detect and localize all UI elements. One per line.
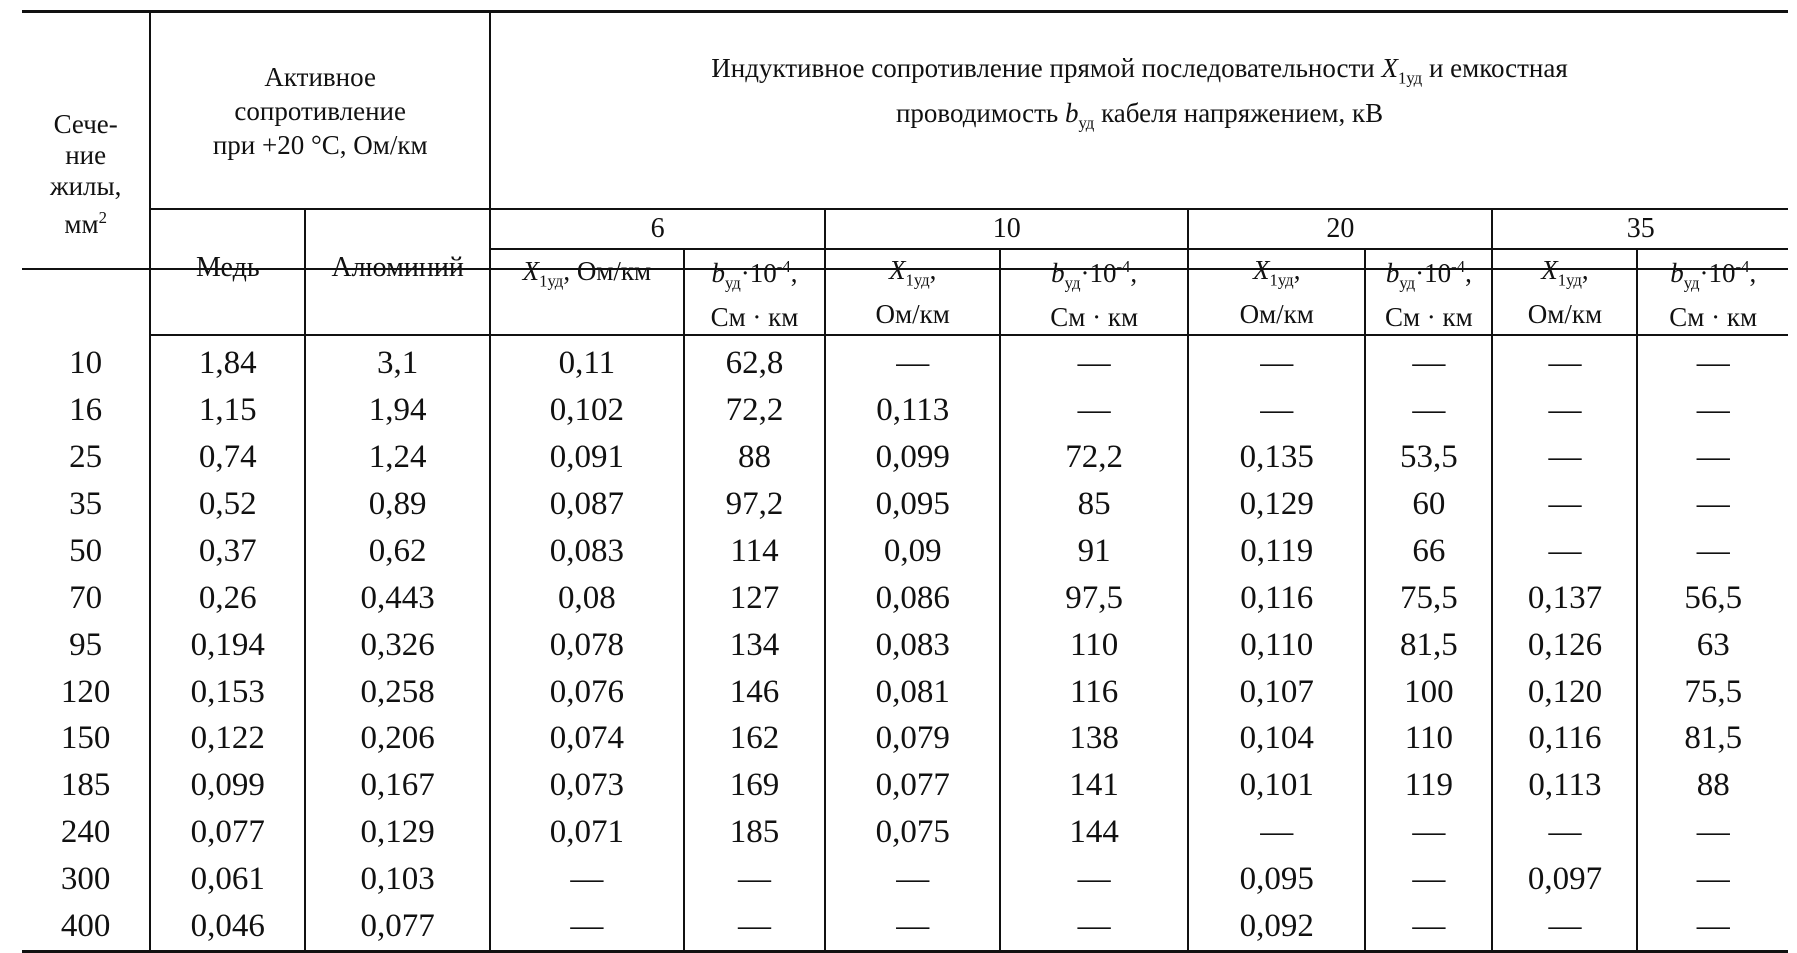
cell-b-20: 75,5	[1365, 575, 1492, 622]
header-x-unit: , Ом/км	[563, 256, 652, 286]
header-b-sub: уд	[1683, 273, 1700, 293]
cell-copper: 1,15	[150, 387, 305, 434]
header-b-factor: ·10	[1080, 258, 1117, 288]
cell-b-10: 97,5	[1000, 575, 1188, 622]
cell-x-35: 0,126	[1492, 622, 1637, 669]
header-b-comma: ,	[1465, 258, 1472, 288]
cell-aluminum: 0,167	[305, 762, 490, 809]
cell-b-6: 146	[684, 669, 826, 716]
header-b-var: b	[1385, 258, 1400, 288]
cell-x-6: 0,073	[490, 762, 684, 809]
table-row	[22, 335, 1788, 387]
cell-b-35: —	[1637, 903, 1788, 951]
table-row	[22, 809, 1788, 856]
cell-section: 25	[69, 439, 103, 476]
cell-copper: 0,74	[150, 434, 305, 481]
header-b-sup: -4	[1735, 257, 1750, 276]
cell-aluminum: 0,129	[305, 809, 490, 856]
cell-aluminum: 0,258	[305, 669, 490, 716]
header-inductive-text: и емкостная	[1422, 53, 1568, 84]
header-section-size	[22, 12, 150, 336]
cell-x-35: 0,137	[1492, 575, 1637, 622]
cell-b-20: 110	[1365, 716, 1492, 763]
cell-b-10: —	[1000, 387, 1188, 434]
header-b-unit: См · км	[710, 302, 799, 333]
cell-b-6: 72,2	[684, 387, 826, 434]
cell-aluminum: 0,103	[305, 856, 490, 903]
cell-b-6: —	[684, 856, 826, 903]
cell-b-20: 100	[1365, 669, 1492, 716]
cell-x-6: 0,091	[490, 434, 684, 481]
header-b-var: b	[1051, 258, 1065, 288]
cell-section: 400	[22, 903, 150, 951]
cell-b-6: —	[684, 903, 826, 951]
cell-x-6: 0,087	[490, 481, 684, 528]
header-x-var: X	[1541, 255, 1558, 285]
cell-x-20: 0,129	[1188, 481, 1365, 528]
header-b-factor: ·10	[740, 258, 777, 288]
cell-copper: 0,26	[150, 575, 305, 622]
cell-copper: 0,122	[150, 716, 305, 763]
cell-b-20: —	[1365, 335, 1492, 387]
cell-b-35: —	[1637, 856, 1788, 903]
table-body	[22, 335, 1788, 951]
header-b-comma: ,	[1749, 258, 1757, 288]
cell-b-10: —	[1000, 856, 1188, 903]
cell-section: 10	[69, 344, 103, 381]
cell-x-6: 0,083	[490, 528, 684, 575]
header-bottom-rule	[22, 268, 1788, 270]
cell-x-20: 0,107	[1188, 669, 1365, 716]
header-b-sup: -4	[776, 257, 791, 276]
cell-x-10: —	[825, 903, 1000, 951]
table-row	[22, 481, 1788, 528]
cell-b-35: —	[1637, 481, 1788, 528]
cell-x-20: 0,116	[1188, 575, 1365, 622]
cell-b-35: 81,5	[1637, 716, 1788, 763]
cell-x-35: 0,116	[1492, 716, 1637, 763]
header-b-sub: уд	[1064, 273, 1081, 293]
header-x-var: X	[888, 255, 906, 285]
cell-x-35: 0,097	[1492, 856, 1637, 903]
header-x-sub: 1уд	[1557, 270, 1582, 290]
cell-b-10: 141	[1000, 762, 1188, 809]
header-active-line: при +20 °C, Ом/км	[212, 129, 428, 160]
cell-x-35: 0,120	[1492, 669, 1637, 716]
cell-section: 120	[60, 673, 111, 710]
header-b-sup: -4	[1116, 257, 1131, 276]
cell-b-35: —	[1637, 809, 1788, 856]
header-x-sub: 1уд	[539, 271, 564, 291]
cell-b-6: 169	[684, 762, 826, 809]
header-inductive-sub: 1уд	[1397, 68, 1423, 88]
header-inductive-text: Индуктивное сопротивление прямой последовательности	[711, 53, 1382, 84]
cell-b-20: —	[1365, 387, 1492, 434]
cell-b-20: 53,5	[1365, 434, 1492, 481]
cell-x-35: —	[1492, 434, 1637, 481]
cell-x-6: 0,11	[490, 335, 684, 387]
header-voltage-10: 10	[825, 209, 1188, 249]
header-inductive-text: кабеля напряжением, кВ	[1094, 97, 1384, 128]
cable-parameters-table	[22, 10, 1788, 953]
header-x-comma: ,	[1581, 255, 1589, 285]
header-x-unit: Ом/км	[875, 299, 950, 330]
header-b-sup: -4	[1451, 257, 1466, 276]
header-b-10	[1000, 249, 1188, 335]
cell-x-10: 0,113	[825, 387, 1000, 434]
table-row	[22, 856, 1788, 903]
header-x-unit: Ом/км	[1239, 299, 1314, 330]
cell-x-10: 0,099	[825, 434, 1000, 481]
cell-b-20: 66	[1365, 528, 1492, 575]
cell-b-35: 63	[1637, 622, 1788, 669]
header-b-factor: ·10	[1415, 258, 1452, 288]
cell-aluminum: 0,62	[305, 528, 490, 575]
cell-b-35: 88	[1637, 762, 1788, 809]
header-x-sub: 1уд	[905, 270, 930, 290]
header-b-unit: См · км	[1669, 302, 1758, 333]
header-b-var: b	[711, 258, 725, 288]
cell-b-6: 185	[684, 809, 826, 856]
cell-aluminum: 1,94	[305, 387, 490, 434]
cell-x-10: —	[825, 856, 1000, 903]
header-b-factor: ·10	[1699, 258, 1736, 288]
table-row	[22, 622, 1788, 669]
header-voltage-35: 35	[1492, 209, 1788, 249]
cell-x-20: 0,110	[1188, 622, 1365, 669]
cell-b-10: 144	[1000, 809, 1188, 856]
header-voltage-20: 20	[1188, 209, 1492, 249]
cell-section: 16	[69, 392, 103, 429]
table-row	[22, 387, 1788, 434]
header-x-35	[1492, 249, 1637, 335]
header-b-6	[684, 249, 826, 335]
header-active-line: сопротивление	[234, 95, 406, 126]
cell-aluminum: 0,89	[305, 481, 490, 528]
cell-b-35: —	[1637, 434, 1788, 481]
cell-b-20: 81,5	[1365, 622, 1492, 669]
cell-x-10: —	[825, 335, 1000, 387]
cell-x-20: 0,135	[1188, 434, 1365, 481]
cell-section: 95	[69, 626, 103, 663]
cell-section: 35	[69, 486, 103, 522]
cell-b-20: —	[1365, 809, 1492, 856]
table-row	[22, 716, 1788, 763]
cell-b-20: —	[1365, 903, 1492, 951]
header-section-line: ние	[65, 139, 107, 170]
cell-b-10: 91	[1000, 528, 1188, 575]
header-b-sub: уд	[724, 273, 741, 293]
header-inductive-capacitive	[490, 12, 1788, 210]
header-x-comma: ,	[929, 255, 937, 285]
header-b-var: b	[1670, 258, 1684, 288]
cell-b-20: —	[1365, 856, 1492, 903]
table-row	[22, 669, 1788, 716]
table-row	[22, 434, 1788, 481]
cell-b-10: 72,2	[1000, 434, 1188, 481]
cell-copper: 0,52	[150, 481, 305, 528]
header-b-unit: См · км	[1384, 302, 1473, 333]
cell-x-35: —	[1492, 387, 1637, 434]
table-row	[22, 762, 1788, 809]
cell-b-10: 116	[1000, 669, 1188, 716]
cell-b-6: 62,8	[684, 335, 826, 387]
cell-copper: 0,194	[150, 622, 305, 669]
cell-x-10: 0,09	[825, 528, 1000, 575]
header-inductive-text: проводимость	[895, 97, 1065, 128]
cell-b-20: 60	[1365, 481, 1492, 528]
table-row	[22, 903, 1788, 951]
header-x-6	[490, 249, 684, 335]
cell-section: 70	[69, 579, 103, 616]
header-b-20	[1365, 249, 1492, 335]
cell-section: 300	[60, 861, 111, 898]
header-x-10	[825, 249, 1000, 335]
cell-x-6: —	[490, 903, 684, 951]
header-b-comma: ,	[790, 258, 798, 288]
header-copper: Медь	[150, 209, 305, 335]
cell-copper: 0,099	[150, 762, 305, 809]
cell-x-6: 0,074	[490, 716, 684, 763]
cell-b-10: —	[1000, 903, 1188, 951]
cell-b-6: 97,2	[684, 481, 826, 528]
cell-x-6: 0,078	[490, 622, 684, 669]
cell-aluminum: 0,443	[305, 575, 490, 622]
header-section-line: жилы,	[49, 170, 122, 201]
cell-aluminum: 0,206	[305, 716, 490, 763]
cell-aluminum: 3,1	[305, 335, 490, 387]
header-section-line: мм	[64, 208, 99, 239]
cell-b-6: 127	[684, 575, 826, 622]
header-x-unit: Ом/км	[1527, 299, 1603, 330]
cell-x-6: 0,076	[490, 669, 684, 716]
cell-x-35: —	[1492, 528, 1637, 575]
cell-x-20: —	[1188, 335, 1365, 387]
header-aluminum: Алюминий	[305, 209, 490, 335]
header-x-20	[1188, 249, 1365, 335]
cell-copper: 0,046	[150, 903, 305, 951]
cell-section: 50	[69, 532, 103, 569]
header-inductive-sub: уд	[1078, 112, 1095, 132]
cell-x-35: 0,113	[1492, 762, 1637, 809]
cell-copper: 1,84	[150, 335, 305, 387]
header-b-comma: ,	[1130, 258, 1138, 288]
cell-b-10: —	[1000, 335, 1188, 387]
header-active-line: Активное	[264, 61, 376, 92]
cell-x-35: —	[1492, 335, 1637, 387]
cell-b-35: —	[1637, 528, 1788, 575]
table-row	[22, 575, 1788, 622]
cell-copper: 0,37	[150, 528, 305, 575]
cell-x-20: 0,119	[1188, 528, 1365, 575]
cell-copper: 0,061	[150, 856, 305, 903]
cell-b-10: 138	[1000, 716, 1188, 763]
header-b-35	[1637, 249, 1788, 335]
cell-x-35: —	[1492, 809, 1637, 856]
cell-x-10: 0,083	[825, 622, 1000, 669]
cell-b-35: —	[1637, 387, 1788, 434]
header-b-unit: См · км	[1050, 302, 1139, 333]
cell-x-6: 0,08	[490, 575, 684, 622]
cell-x-6: —	[490, 856, 684, 903]
header-x-var: X	[522, 256, 540, 286]
header-x-sub: 1уд	[1269, 270, 1294, 290]
cell-b-10: 110	[1000, 622, 1188, 669]
cell-b-35: 56,5	[1637, 575, 1788, 622]
table-row	[22, 528, 1788, 575]
cell-x-10: 0,081	[825, 669, 1000, 716]
header-x-var: X	[1252, 255, 1270, 285]
header-b-sub: уд	[1399, 273, 1416, 293]
header-section-sup: 2	[98, 207, 107, 227]
cell-x-10: 0,075	[825, 809, 1000, 856]
cell-b-35: —	[1637, 335, 1788, 387]
cell-aluminum: 1,24	[305, 434, 490, 481]
cell-x-20: 0,095	[1188, 856, 1365, 903]
cell-aluminum: 0,077	[305, 903, 490, 951]
cell-copper: 0,153	[150, 669, 305, 716]
cell-b-6: 162	[684, 716, 826, 763]
cell-x-35: —	[1492, 903, 1637, 951]
cell-b-6: 88	[684, 434, 826, 481]
header-inductive-var: b	[1064, 97, 1079, 128]
cell-b-6: 114	[684, 528, 826, 575]
cell-x-20: 0,092	[1188, 903, 1365, 951]
cell-x-10: 0,077	[825, 762, 1000, 809]
cell-x-6: 0,102	[490, 387, 684, 434]
header-voltage-6: 6	[490, 209, 825, 249]
cell-x-20: 0,101	[1188, 762, 1365, 809]
cell-b-6: 134	[684, 622, 826, 669]
cell-x-10: 0,079	[825, 716, 1000, 763]
cell-x-10: 0,095	[825, 481, 1000, 528]
cell-b-20: 119	[1365, 762, 1492, 809]
cell-section: 240	[60, 814, 111, 851]
cell-b-35: 75,5	[1637, 669, 1788, 716]
header-x-comma: ,	[1293, 255, 1301, 285]
header-section-line: Сече-	[53, 108, 118, 139]
cell-x-20: —	[1188, 809, 1365, 856]
cell-x-10: 0,086	[825, 575, 1000, 622]
cell-section: 185	[60, 767, 111, 804]
cell-x-20: —	[1188, 387, 1365, 434]
cell-x-6: 0,071	[490, 809, 684, 856]
cell-x-20: 0,104	[1188, 716, 1365, 763]
header-active-resistance	[150, 12, 490, 210]
cell-aluminum: 0,326	[305, 622, 490, 669]
cell-x-35: —	[1492, 481, 1637, 528]
cell-copper: 0,077	[150, 809, 305, 856]
cell-section: 150	[60, 720, 111, 757]
cell-b-10: 85	[1000, 481, 1188, 528]
header-inductive-var: X	[1381, 53, 1398, 84]
